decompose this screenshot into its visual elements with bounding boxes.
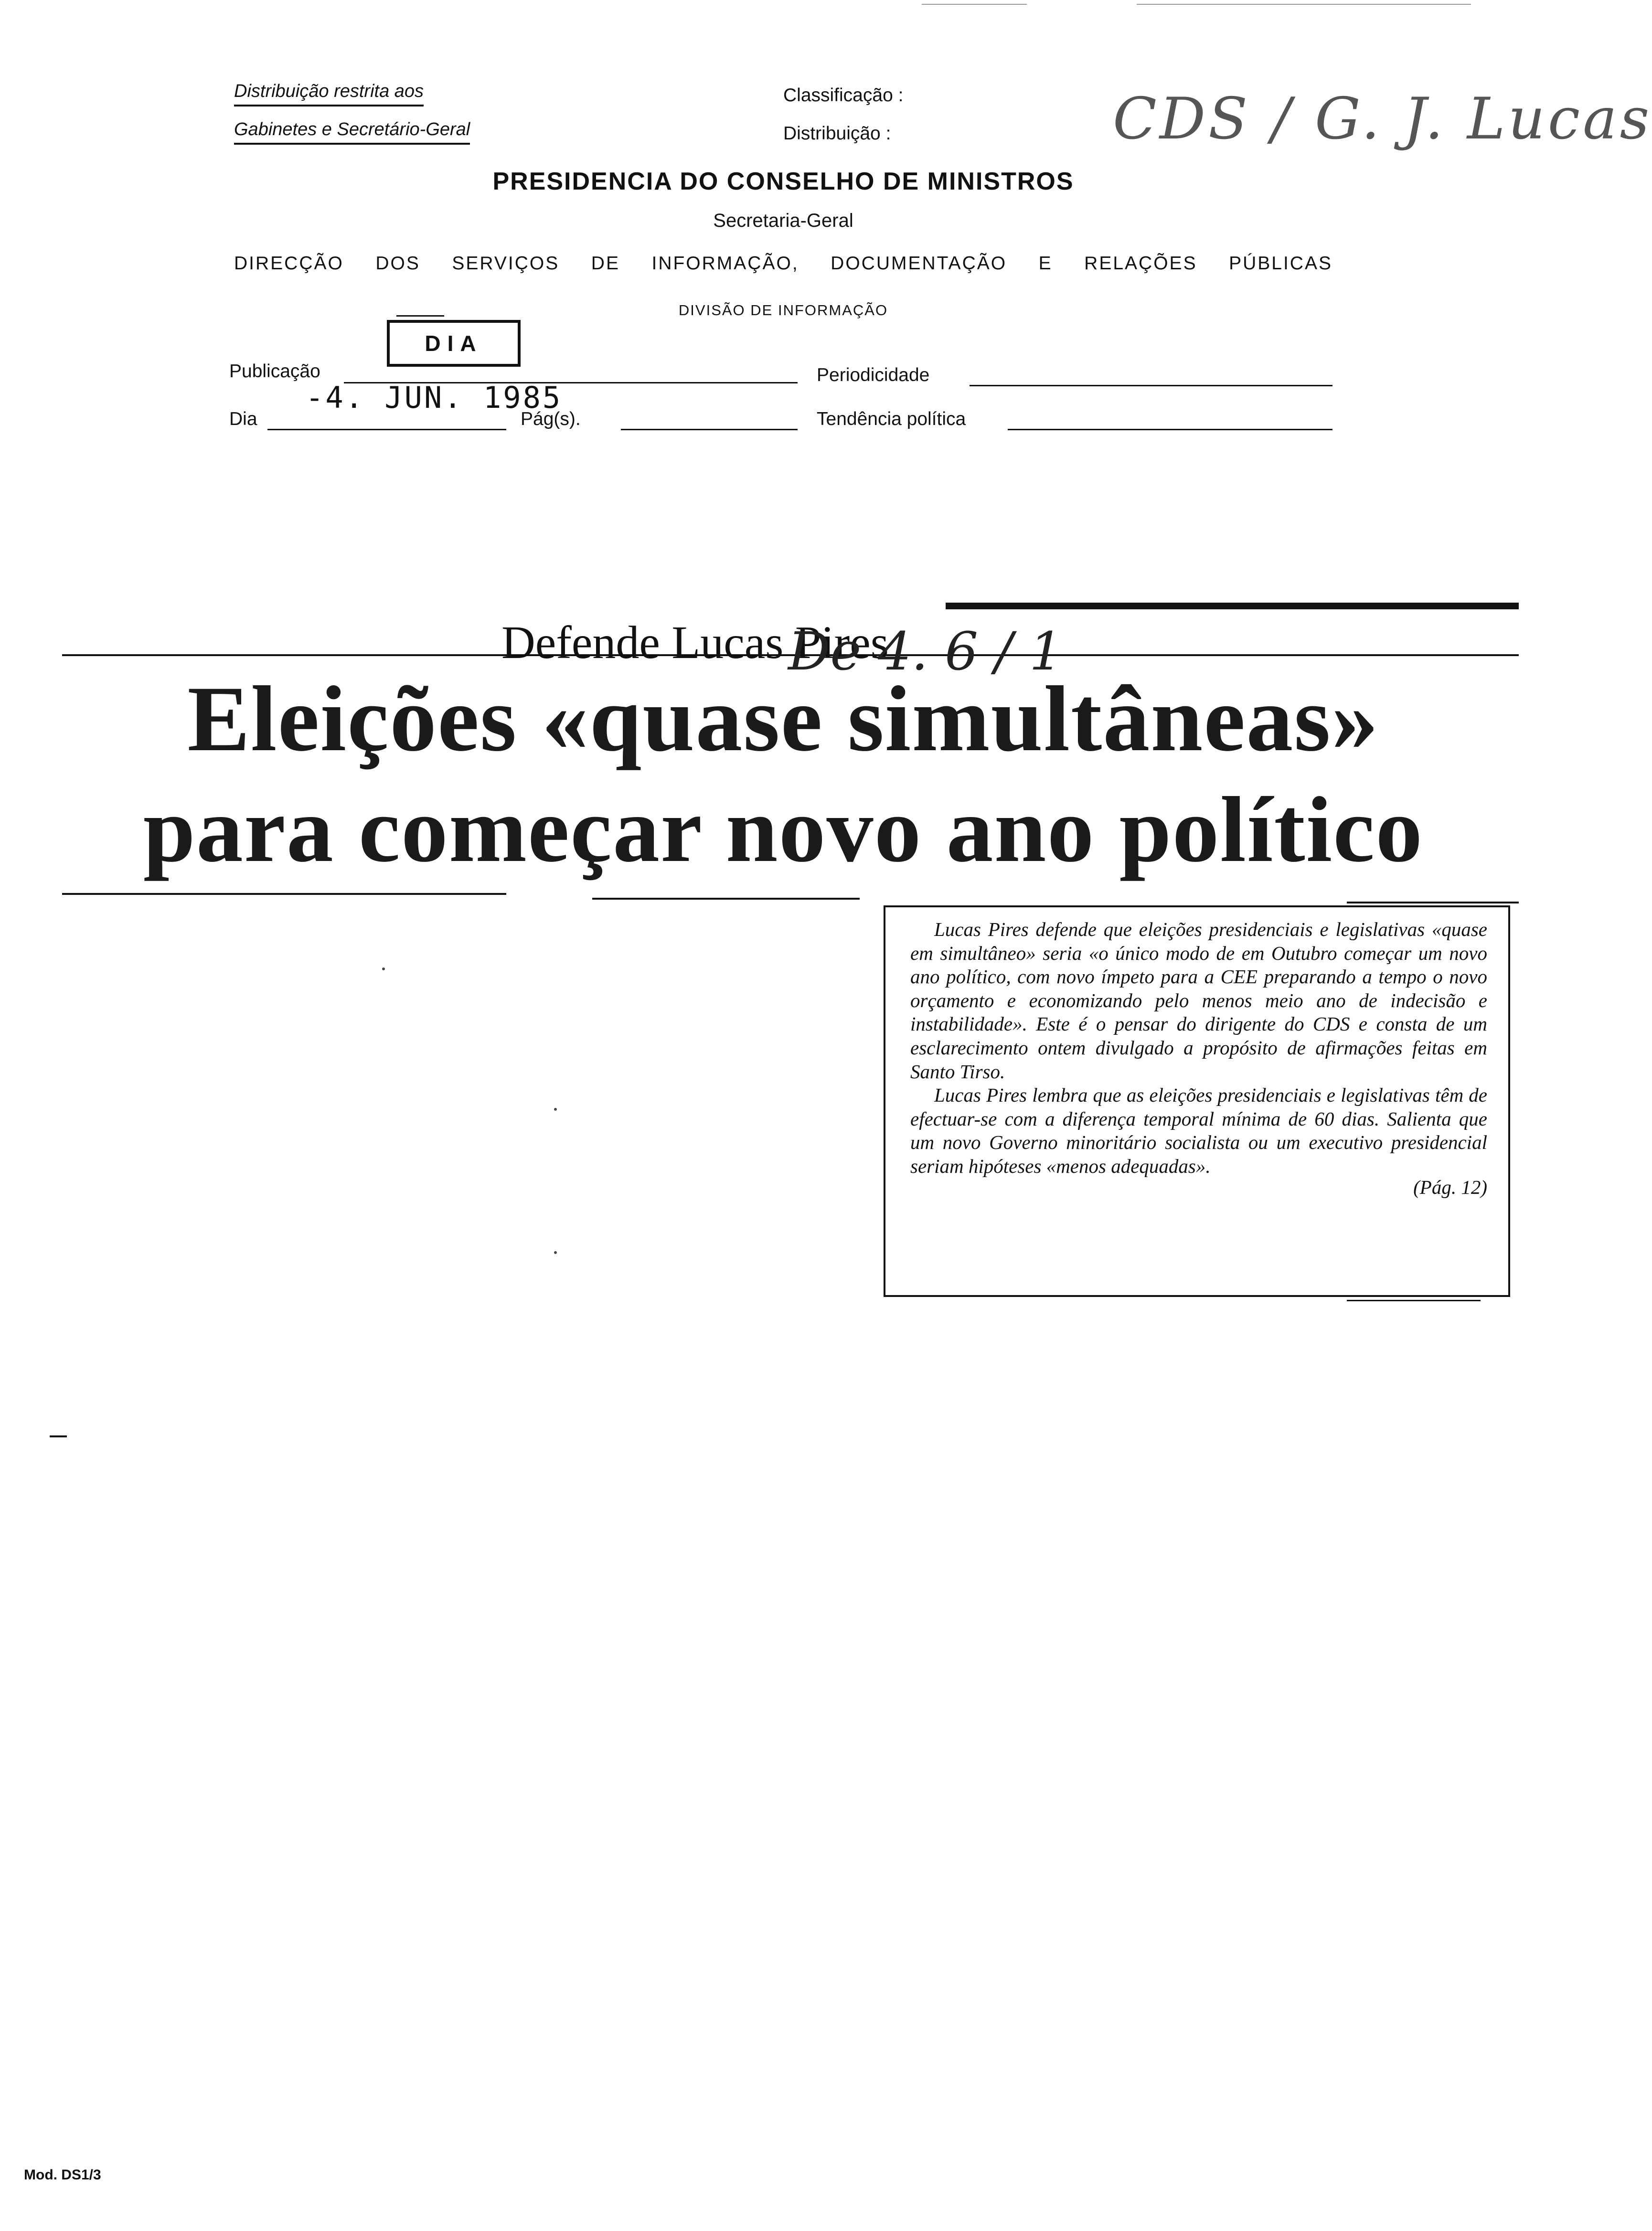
summary-paragraph-2: Lucas Pires lembra que as eleições presidenciais e legislativas têm de efectuar-se com a diferença temporal mínima de 60 dias. Salienta que um novo Governo minoritário socialista ou um executivo presidencial seriam hipóteses «menos adequadas». [910,1084,1487,1177]
article-headline [0,664,1567,885]
page-subtitle: Secretaria-Geral [713,210,853,231]
restriction-line-1: Distribuição restrita aos [234,81,424,106]
direccao-word: DIRECÇÃO [234,253,344,274]
dia-box-tick [396,315,444,317]
periodicidade-line [970,385,1332,386]
direccao-word: DOS [375,253,420,274]
headline-rule-left [62,893,506,895]
pags-label: Pág(s). [521,409,581,429]
publicacao-label: Publicação [229,361,320,382]
clipping-top-rule [946,603,1519,609]
scan-dash [50,1435,67,1437]
article-summary-box [884,905,1510,1297]
tendencia-label: Tendência política [817,409,966,429]
direccao-word: PÚBLICAS [1229,253,1332,274]
classificacao-label: Classificação : [783,85,904,106]
direccao-word: SERVIÇOS [452,253,560,274]
page-title: PRESIDENCIA DO CONSELHO DE MINISTROS [492,168,1074,195]
direccao-word: INFORMAÇÃO, [651,253,799,274]
periodicidade-label: Periodicidade [817,365,930,385]
headline-line-1: Eleições «quase simultâneas» [187,667,1379,771]
tendencia-line [1008,429,1332,430]
form-model-code: Mod. DS1/3 [24,2167,101,2183]
headline-line-2: para começar novo ano político [143,778,1424,882]
publication-stamp: DIA [387,320,521,367]
direccao-word: E [1038,253,1053,274]
divisao-label: DIVISÃO DE INFORMAÇÃO [678,302,888,319]
scan-edge-mark [922,4,1027,5]
summary-bottom-rule [1347,1300,1481,1301]
article-kicker: Defende Lucas Pires [501,617,889,669]
handwritten-note: CDS / G. J. Lucas [1113,86,1652,152]
date-stamp: -4. JUN. 1985 [306,380,563,415]
headline-rule-right [1347,902,1519,903]
scan-edge-mark [1137,4,1471,5]
scan-dot [554,1251,557,1254]
dia-line [267,429,506,430]
headline-rule-mid [592,898,860,900]
handwritten-date: De 4. 6 / 1 [788,621,1063,682]
restriction-line-2: Gabinetes e Secretário-Geral [234,119,470,145]
summary-paragraph-1: Lucas Pires defende que eleições presidenciais e legislativas «quase em simultâneo» seria «o único modo de em Outubro começar um novo ano político, com novo ímpeto para a CEE preparando a tempo o novo orçamento e economizando pelo menos meio ano de indecisão e instabilidade». Este é o pensar do dirigente do CDS e consta de um esclarecimento ontem divulgado a propósito de afirmações feitas em Santo Tirso. [910,918,1487,1083]
scan-dot [554,1108,557,1111]
direccao-word: DOCUMENTAÇÃO [831,253,1007,274]
direccao-word: DE [591,253,620,274]
dia-label: Dia [229,409,257,429]
direccao-line [234,253,1332,274]
direccao-word: RELAÇÕES [1084,253,1197,274]
distribuicao-label: Distribuição : [783,123,891,144]
pags-line [621,429,798,430]
page-reference: (Pág. 12) [1413,1176,1487,1198]
scan-dot [382,967,385,970]
